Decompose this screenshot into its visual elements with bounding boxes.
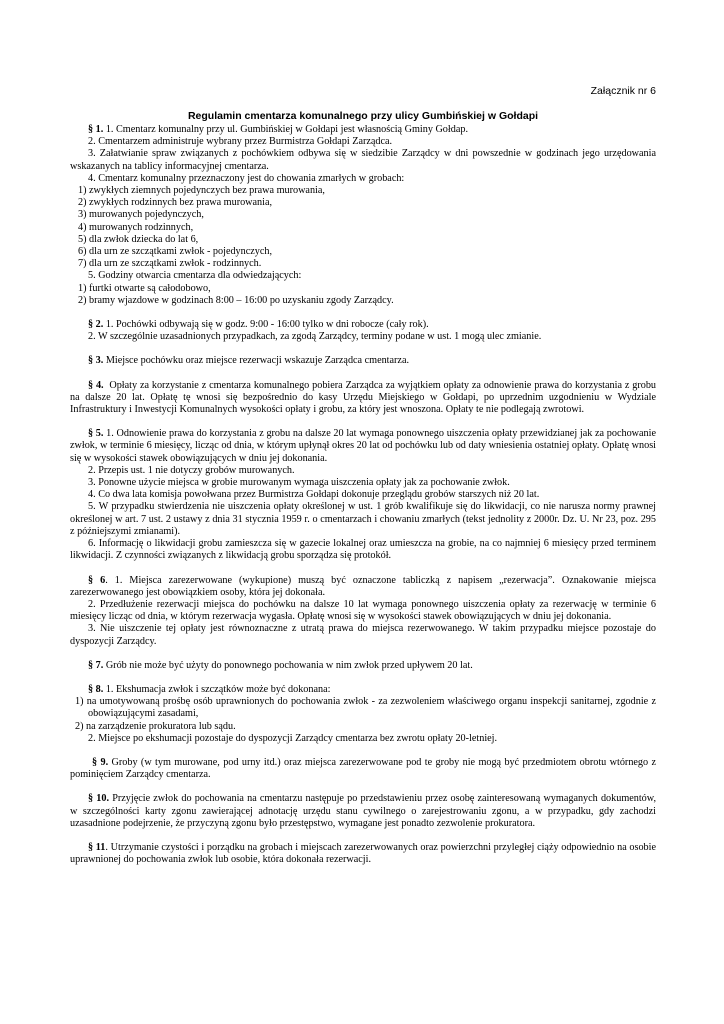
annex-label: Załącznik nr 6	[590, 85, 656, 97]
section-11-mark: § 11	[88, 841, 106, 853]
section-6-para-1: . 1. Miejsca zarezerwowane (wykupione) muszą być oznaczone tabliczką z napisem „rezerwacja”. Oznakowanie miejsca zarezerwowanego jest obowiązkiem osoby, która jej dokonała.	[70, 574, 656, 598]
section-8-para-1: 1. Ekshumacja zwłok i szczątków może być dokonana:	[105, 683, 331, 695]
opening-hours-item: 2) bramy wjazdowe w godzinach 8:00 – 16:00 po uzyskaniu zgody Zarządcy.	[78, 294, 394, 306]
section-8-para-2: 2. Miejsce po ekshumacji pozostaje do dyspozycji Zarządcy cmentarza bez zwrotu opłaty 20-letniej.	[88, 732, 498, 744]
section-5-para-3: 3. Ponowne użycie miejsca w grobie murowanym wymaga uiszczenia opłaty jak za pochowanie zwłok.	[88, 477, 510, 489]
section-1-para-4: 4. Cmentarz komunalny przeznaczony jest do chowania zmarłych w grobach:	[88, 172, 405, 184]
section-5-para-5: 5. W przypadku stwierdzenia nie uiszczenia opłaty określonej w ust. 1 grób kwalifikuje się do likwidacji, co nie narusza normy prawnej określonej w art. 7 ust. 2 ustawy z dnia 31 stycznia 1959 r. o cmentarzach i chowaniu zmarłych (tekst jednolity z 2000r. Dz. U. Nr 23, poz. 295 z późniejszymi zmianami).	[70, 501, 656, 537]
section-5-mark: § 5.	[88, 428, 104, 440]
section-3	[70, 355, 656, 367]
section-6-para-2: 2. Przedłużenie rezerwacji miejsca do pochówku na dalsze 10 lat wymaga ponownego uiszczenia opłaty za rezerwację w terminie 6 miesięcy licząc od dnia, w którym rezerwacja wygasła. Opłatę wnosi się w wysokości stawek obowiązujących w dniu jej dokonania.	[70, 598, 656, 623]
section-5	[70, 428, 656, 562]
section-1	[70, 124, 656, 307]
section-2	[70, 319, 656, 343]
section-1-para-5: 5. Godziny otwarcia cmentarza dla odwiedzających:	[88, 270, 302, 282]
exhumation-item: 2) na zarządzenie prokuratora lub sądu.	[75, 720, 236, 732]
grave-type-item: 2) zwykłych rodzinnych bez prawa murowania,	[78, 197, 273, 209]
section-9-mark: § 9.	[92, 756, 109, 768]
section-3-text: Miejsce pochówku oraz miejsce rezerwacji wskazuje Zarządca cmentarza.	[105, 355, 410, 367]
section-6-mark: § 6	[88, 574, 106, 586]
opening-hours-item: 1) furtki otwarte są całodobowo,	[78, 282, 211, 294]
grave-type-item: 3) murowanych pojedynczych,	[78, 209, 204, 221]
section-8	[70, 684, 656, 745]
section-1-para-1: 1. Cmentarz komunalny przy ul. Gumbińskiej w Gołdapi jest własnością Gminy Gołdap.	[105, 124, 468, 135]
section-5-para-6: 6. Informację o likwidacji grobu zamieszcza się w gazecie lokalnej oraz umieszcza na grobie, na co najmniej 6 miesięcy przed terminem likwidacji. Z czynności związanych z likwidacją grobu sporządza się protokół.	[70, 538, 656, 562]
section-11	[70, 842, 656, 866]
section-7-mark: § 7.	[88, 659, 104, 671]
section-6	[70, 575, 656, 648]
grave-type-item: 1) zwykłych ziemnych pojedynczych bez prawa murowania,	[78, 185, 325, 197]
section-2-para-1: 1. Pochówki odbywają się w godz. 9:00 - 16:00 tylko w dni robocze (cały rok).	[105, 319, 429, 331]
section-3-mark: § 3.	[88, 355, 104, 367]
document-body	[70, 124, 656, 866]
section-4	[70, 380, 656, 417]
section-10-text: Przyjęcie zwłok do pochowania na cmentarzu następuje po przedstawieniu przez osobę zainteresowaną wymaganych dokumentów, w szczególności karty zgonu zawierającej adnotację urzędu stanu cywilnego o zarejestrowaniu zgonu, a w przypadku, gdy zachodzi uzasadnione podejrzenie, że przyczyną zgonu było przestępstwo, wymagane jest ponadto zezwolenie prokuratora.	[70, 793, 657, 829]
section-5-para-2: 2. Przepis ust. 1 nie dotyczy grobów murowanych.	[88, 464, 295, 476]
grave-type-item: 7) dla urn ze szczątkami zwłok - rodzinnych.	[78, 258, 262, 270]
grave-type-item: 5) dla zwłok dziecka do lat 6,	[78, 233, 199, 245]
exhumation-item: 1) na umotywowaną prośbę osób uprawnionych do pochowania zwłok - za zezwoleniem właściwego organu inspekcji sanitarnej, zgodnie z obowiązującymi zasadami,	[75, 696, 656, 720]
grave-type-item: 4) murowanych rodzinnych,	[78, 221, 194, 233]
section-6-para-3: 3. Nie uiszczenie tej opłaty jest równoznaczne z utratą prawa do miejsca rezerwowanego. W takim przypadku miejsce pozostaje do dyspozycji Zarządcy.	[70, 623, 656, 647]
grave-type-item: 6) dla urn ze szczątkami zwłok - pojedynczych,	[78, 246, 273, 258]
section-5-para-1: 1. Odnowienie prawa do korzystania z grobu na dalsze 20 lat wymaga ponownego uiszczenia opłaty przewidzianej jak za pochowanie zwłok, w terminie 6 miesięcy, licząc od dnia, w którym upłynął okres 20 lat od pochówku lub od daty wniesienia ostatniej opłaty. Opłatę wnosi się w wysokości stawek obowiązujących w dniu jej dokonania.	[70, 428, 657, 464]
section-9	[70, 757, 656, 781]
section-4-mark: § 4.	[88, 379, 104, 391]
section-10	[70, 793, 656, 830]
section-9-text: Groby (w tym murowane, pod urny itd.) oraz miejsca zarezerwowane pod te groby nie mogą być przedmiotem obrotu wtórnego z pominięciem Zarządcy cmentarza.	[70, 756, 657, 781]
section-7-text: Grób nie może być użyty do ponownego pochowania w nim zwłok przed upływem 20 lat.	[105, 659, 473, 671]
document-title: Regulamin cmentarza komunalnego przy ulicy Gumbińskiej w Gołdapi	[187, 110, 539, 122]
section-1-mark: § 1.	[88, 124, 104, 135]
section-10-mark: § 10.	[88, 793, 110, 805]
section-5-para-4: 4. Co dwa lata komisja powołwana przez Burmistrza Gołdapi dokonuje przeglądu grobów starszych niż 20 lat.	[88, 489, 540, 501]
section-11-text: . Utrzymanie czystości i porządku na grobach i miejscach zarezerwowanych oraz powierzchni przyległej ciąży odpowiednio na osobie uprawnionej do pochowania zwłok lub osobie, która dokonała rezerwacji.	[70, 841, 657, 866]
section-2-mark: § 2.	[88, 319, 104, 331]
section-1-para-3: 3. Załatwianie spraw związanych z pochówkiem odbywa się w siedzibie Zarządcy w dni powszednie w godzinach jego urzędowania wskazanych na tablicy informacyjnej cmentarza.	[70, 148, 656, 172]
section-2-para-2: 2. W szczególnie uzasadnionych przypadkach, za zgodą Zarządcy, terminy podane w ust. 1 mogą ulec zmianie.	[88, 331, 542, 343]
section-8-mark: § 8.	[88, 683, 104, 695]
section-1-para-2: 2. Cmentarzem administruje wybrany przez Burmistrza Gołdapi Zarządca.	[88, 136, 393, 148]
section-7	[70, 660, 656, 672]
section-4-text: Opłaty za korzystanie z cmentarza komunalnego pobiera Zarządca za wyjątkiem opłaty za odnowienie prawa do korzystania z grobu na dalsze 20 lat. Opłatę tę wnosi się bezpośrednio do kasy Urzędu Miejskiego w Gołdapi, po uprzednim uzgodnieniu w Wydziale Infrastruktury i Inwestycji Komunalnych wysokości opłaty i grobu, za który jest wnoszona. Opłaty te nie podlegają zwrotowi.	[70, 379, 657, 416]
